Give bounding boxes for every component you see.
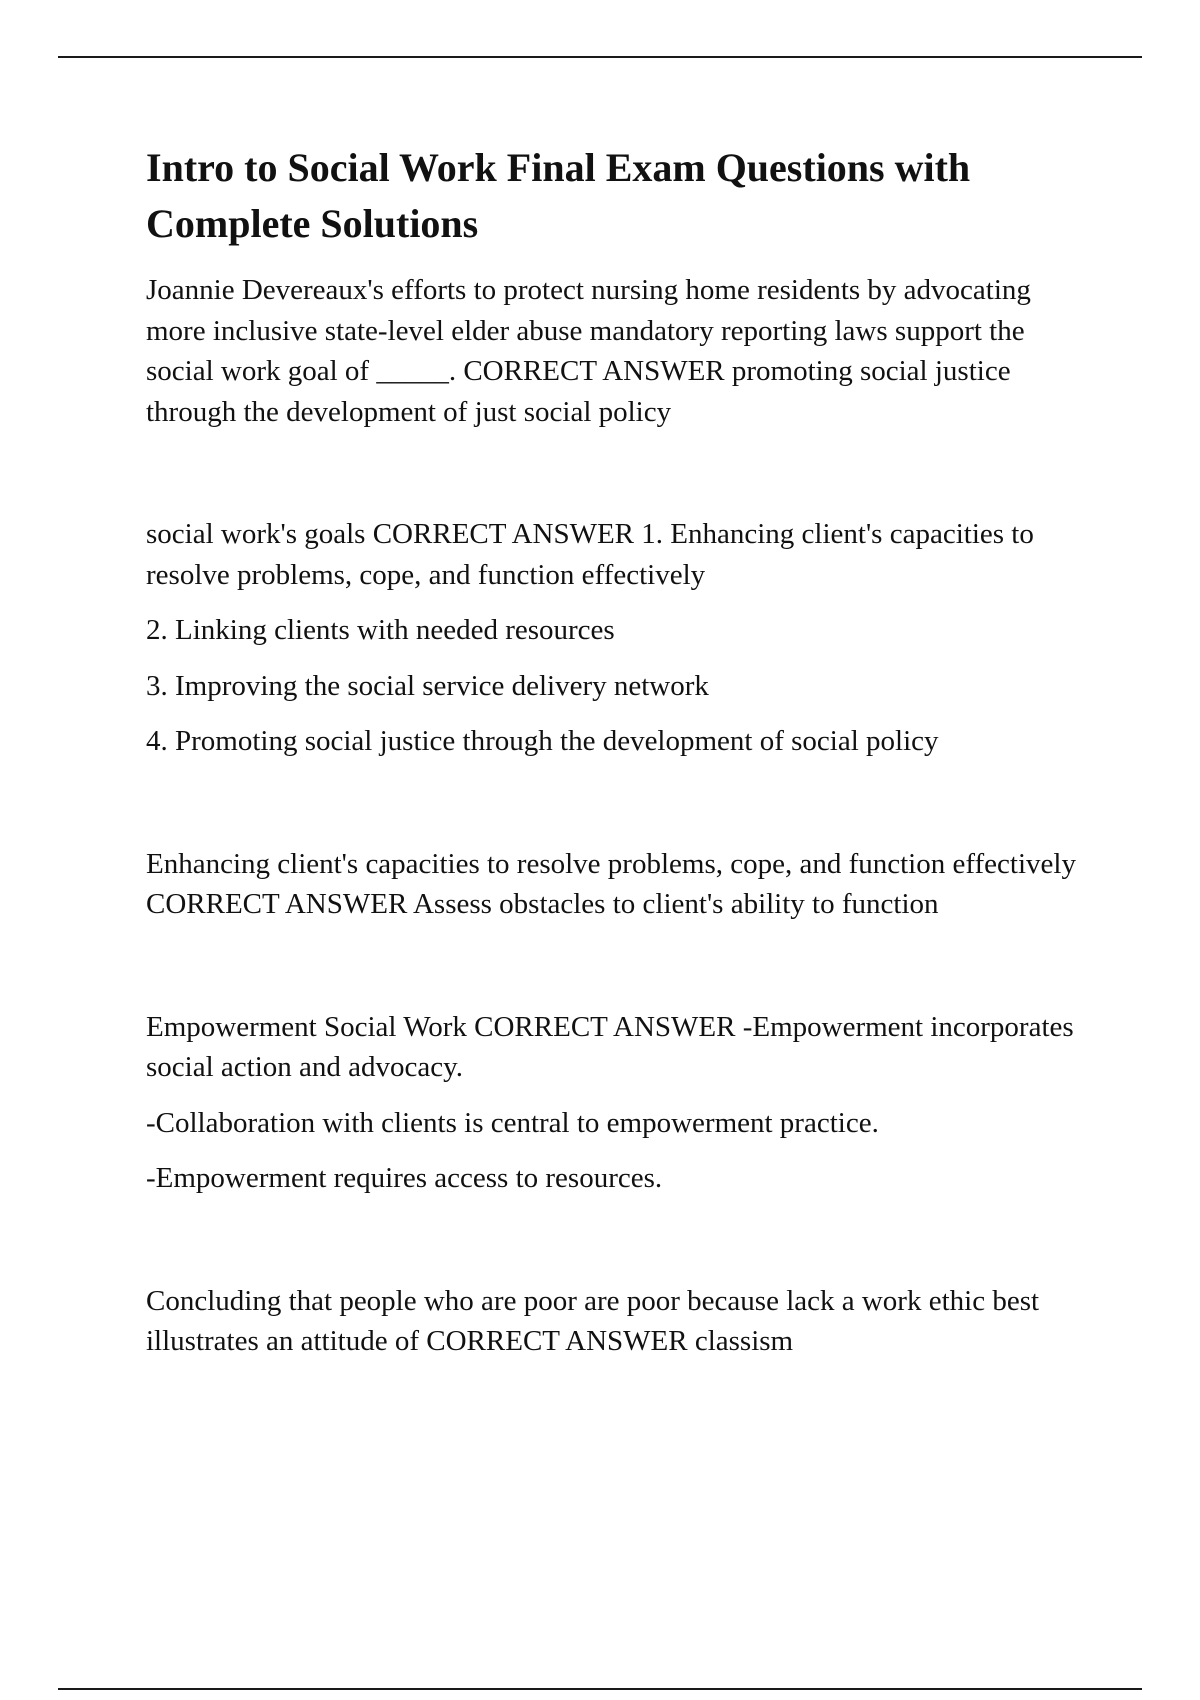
qa-entry-4 (146, 1007, 1096, 1199)
qa-text: Concluding that people who are poor are poor because lack a work ethic best illustrates an attitude of CORRECT ANSWER classism (146, 1284, 1040, 1357)
qa-list-item: -Empowerment requires access to resources. (146, 1162, 663, 1194)
qa-entry-5 (146, 1281, 1096, 1362)
qa-text: Enhancing client's capacities to resolve problems, cope, and function effectively CORRECT ANSWER Assess obstacles to client's ability to function (146, 847, 1076, 920)
qa-entry-2 (146, 514, 1096, 762)
qa-text: Joannie Devereaux's efforts to protect nursing home residents by advocating more inclusive state-level elder abuse mandatory reporting laws support the social work goal of _____. CORRECT ANSWER promoting social justice through the development of just social policy (146, 274, 1031, 428)
qa-list-item: 4. Promoting social justice through the development of social policy (146, 725, 939, 757)
qa-list-item: -Collaboration with clients is central to empowerment practice. (146, 1106, 879, 1139)
qa-text: social work's goals CORRECT ANSWER 1. Enhancing client's capacities to resolve problems, cope, and function effectively (146, 518, 1034, 591)
qa-list-item: 2. Linking clients with needed resources (146, 614, 615, 646)
document-title: Intro to Social Work Final Exam Questions with Complete Solutions (146, 145, 971, 246)
document-body (146, 140, 1096, 1444)
bottom-rule (58, 1688, 1142, 1690)
qa-entry-1 (146, 270, 1096, 432)
qa-list-item: 3. Improving the social service delivery network (146, 669, 709, 702)
qa-entry-3 (146, 844, 1096, 925)
top-rule (58, 56, 1142, 58)
qa-text: Empowerment Social Work CORRECT ANSWER -Empowerment incorporates social action and advocacy. (146, 1010, 1074, 1083)
